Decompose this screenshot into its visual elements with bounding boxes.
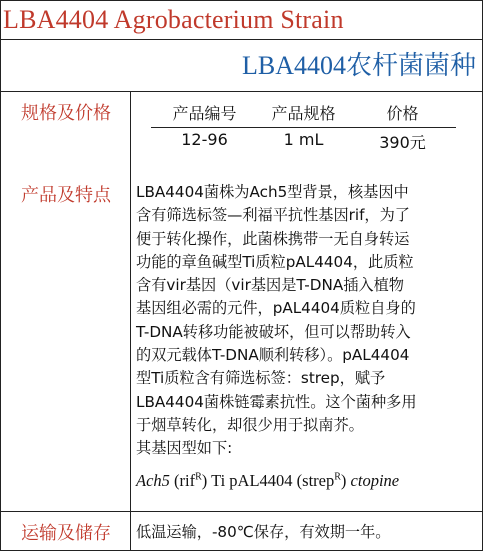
- product-description: [136, 181, 481, 461]
- shipping-storage-text: 低温运输，-80℃保存，有效期一年。: [136, 523, 391, 541]
- divider-shipping: [1, 511, 482, 512]
- description-line: 于烟草转化，却很少用于拟南芥。: [136, 415, 364, 434]
- description-line: 含有筛选标签—利福平抗性基因rif，为了: [136, 206, 410, 225]
- genotype-rif-superscript: R: [195, 471, 202, 483]
- spec-table: [151, 101, 456, 153]
- spec-table-row: [151, 128, 456, 153]
- header-product-code: 产品编号: [172, 104, 237, 123]
- header-price: 价格: [386, 104, 419, 123]
- divider-top: [1, 39, 482, 40]
- header-product-size: 产品规格: [271, 104, 336, 123]
- description-line: 含有vir基因（vir基因是T-DNA插入植物: [136, 276, 404, 295]
- divider-vertical: [130, 91, 131, 550]
- spec-table-header: [151, 101, 456, 128]
- description-line: 便于转化操作，此菌株携带一无自身转运: [136, 229, 410, 248]
- genotype-close: ): [340, 471, 351, 490]
- genotype-opine: ctopine: [350, 471, 400, 490]
- features-section-label: 产品及特点: [21, 185, 111, 206]
- divider-header: [1, 91, 482, 92]
- cell-price: 390元: [379, 133, 426, 152]
- cell-product-size: 1 mL: [283, 130, 324, 149]
- description-line: 的双元载体T-DNA顺利转移）。pAL4404: [136, 346, 410, 365]
- title-english: LBA4404 Agrobacterium Strain: [3, 5, 344, 34]
- title-chinese: LBA4404农杆菌菌种: [241, 51, 476, 80]
- description-line: 功能的章鱼碱型Ti质粒pAL4404，此质粒: [136, 252, 414, 271]
- cell-product-code: 12-96: [181, 130, 228, 149]
- description-line: T-DNA转移功能被破坏，但可以帮助转入: [136, 322, 411, 341]
- spec-section-label: 规格及价格: [21, 103, 111, 124]
- genotype-line: [136, 471, 481, 491]
- genotype-plasmid: ) Ti pAL4404 (strep: [201, 471, 335, 490]
- genotype-background: Ach5: [136, 471, 170, 490]
- description-line: LBA4404菌株链霉素抗性。这个菌种多用: [136, 392, 417, 411]
- description-line: 型Ti质粒含有筛选标签：strep，赋予: [136, 369, 386, 388]
- shipping-section-label: 运输及储存: [21, 523, 111, 544]
- description-line: 基因组必需的元件，pAL4404质粒自身的: [136, 299, 416, 318]
- description-line: LBA4404菌株为Ach5型背景，核基因中: [136, 183, 409, 201]
- genotype-rif: (rif: [169, 471, 196, 490]
- description-line: 其基因型如下:: [136, 439, 233, 458]
- genotype-strep-superscript: R: [334, 471, 341, 483]
